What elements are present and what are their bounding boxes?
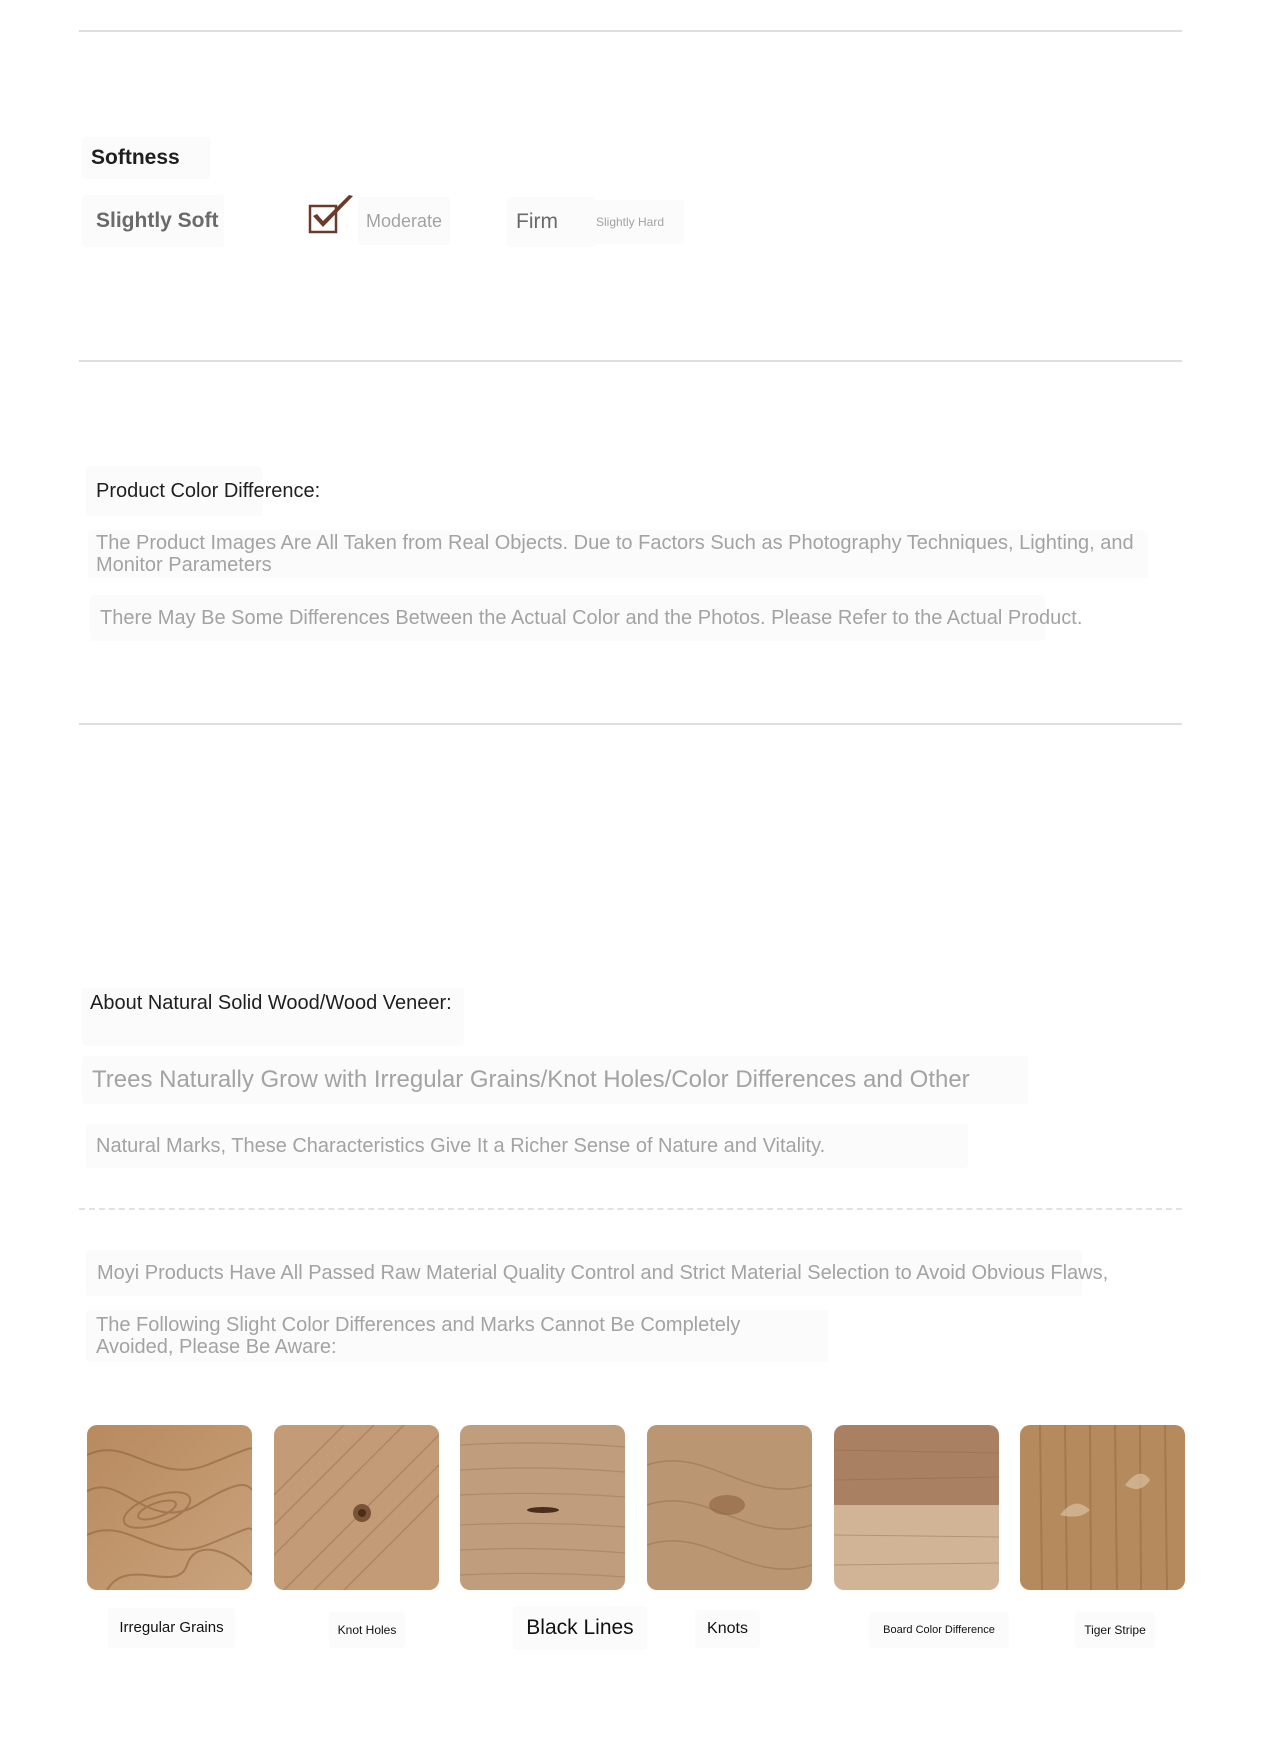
softness-option-slightly-soft: Slightly Soft <box>82 195 224 247</box>
divider-color-bottom <box>79 723 1182 725</box>
sample-label-knots: Knots <box>695 1610 760 1648</box>
natural-wood-paragraph-2: Natural Marks, These Characteristics Give It a Richer Sense of Nature and Vitality. <box>86 1124 968 1168</box>
sample-image-tiger-stripe <box>1020 1425 1185 1590</box>
sample-image-irregular-grains <box>87 1425 252 1590</box>
softness-option-firm: Firm <box>507 197 595 247</box>
sample-label-tiger-stripe: Tiger Stripe <box>1075 1612 1155 1648</box>
color-difference-paragraph-1: The Product Images Are All Taken from Real Objects. Due to Factors Such as Photography Techniques, Lighting, and Monitor Parameters <box>88 530 1148 578</box>
quality-paragraph-2: The Following Slight Color Differences and Marks Cannot Be Completely Avoided, Please Be Aware: <box>86 1310 828 1362</box>
color-difference-paragraph-2: There May Be Some Differences Between the Actual Color and the Photos. Please Refer to the Actual Product. <box>90 595 1045 641</box>
natural-wood-title: About Natural Solid Wood/Wood Veneer: <box>82 988 464 1046</box>
softness-option-moderate: Moderate <box>358 197 450 245</box>
checkmark-icon <box>307 194 357 236</box>
sample-label-irregular-grains: Irregular Grains <box>108 1608 235 1648</box>
divider-softness-bottom <box>79 360 1182 362</box>
sample-image-knot-holes <box>274 1425 439 1590</box>
sample-image-board-color-difference <box>834 1425 999 1590</box>
sample-label-board-color-difference: Board Color Difference <box>869 1612 1009 1648</box>
divider-dashed <box>79 1208 1182 1210</box>
sample-label-black-lines: Black Lines <box>513 1606 647 1650</box>
softness-title: Softness <box>82 137 210 179</box>
sample-image-knots <box>647 1425 812 1590</box>
sample-label-knot-holes: Knot Holes <box>329 1612 405 1648</box>
sample-image-black-lines <box>460 1425 625 1590</box>
quality-paragraph-1: Moyi Products Have All Passed Raw Material Quality Control and Strict Material Selection to Avoid Obvious Flaws, <box>86 1250 1082 1296</box>
softness-option-slightly-hard: Slightly Hard <box>588 200 684 244</box>
divider-top <box>79 30 1182 32</box>
natural-wood-paragraph-1: Trees Naturally Grow with Irregular Grains/Knot Holes/Color Differences and Other <box>82 1056 1028 1104</box>
color-difference-title: Product Color Difference: <box>86 466 262 516</box>
